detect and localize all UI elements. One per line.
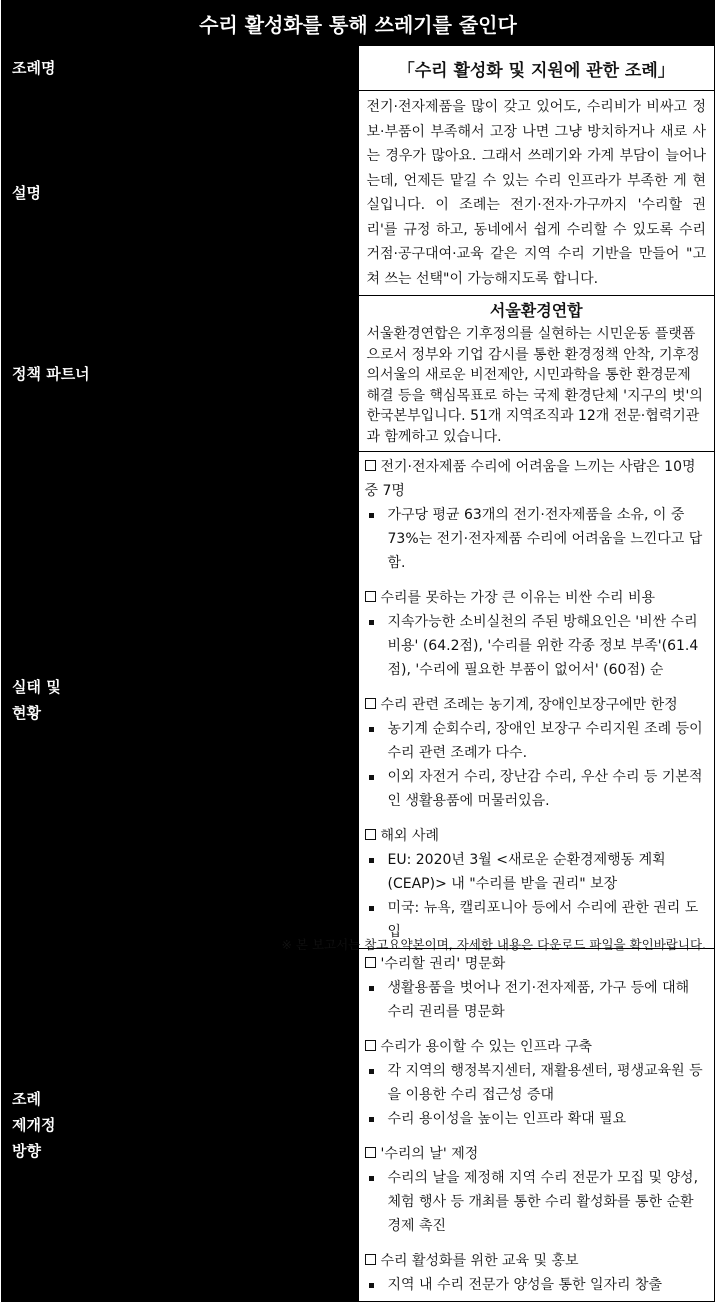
section-heading <box>365 586 707 610</box>
bullet-text: 농기계 순회수리, 장애인 보장구 수리지원 조례 등이 수리 관련 조례가 다수. <box>387 721 703 761</box>
section-heading <box>365 952 707 976</box>
bullet-icon <box>369 986 374 991</box>
bullet-text: 수리 용이성을 높이는 인프라 확대 필요 <box>387 1111 627 1127</box>
section-heading <box>365 455 707 503</box>
bullet-item <box>365 976 707 1024</box>
ordinance-name: 「수리 활성화 및 지원에 관한 조례」 <box>358 46 715 91</box>
label-status <box>2 452 359 949</box>
bullet-item <box>365 503 707 575</box>
section-heading-text: 수리를 못하는 가장 큰 이유는 비싼 수리 비용 <box>380 590 656 606</box>
direction-cell <box>358 949 715 1302</box>
label-direction-line2: 제개정 <box>12 1116 56 1134</box>
bullet-icon <box>369 775 374 780</box>
bullet-text: EU: 2020년 3월 <새로운 순환경제행동 계획(CEAP)> 내 "수리를 받을 권리" 보장 <box>387 852 666 892</box>
partner-description: 서울환경연합은 기후정의를 실현하는 시민운동 플랫폼으로서 정부와 기업 감시를 통한 환경정책 안착, 기후정의서울의 새로운 비전제안, 시민과학을 통한 환경문제 해결 등을 핵심목표로 하는 국제 환경단체 '지구의 벗'의 한국본부입니다. 51개 지역조직과 12개 전문·협력기관과 함께하고 있습니다. <box>366 326 703 445</box>
section-heading <box>365 1035 707 1059</box>
status-section <box>359 452 715 583</box>
checkbox-icon <box>365 460 376 471</box>
bullet-item <box>365 1166 707 1238</box>
checkbox-icon <box>365 698 376 709</box>
direction-section <box>359 949 715 1032</box>
bullet-item <box>365 848 707 896</box>
section-heading-text: '수리의 날' 제정 <box>380 1146 479 1162</box>
bullet-text: 가구당 평균 63개의 전기·전자제품을 소유, 이 중 73%는 전기·전자제품 수리에 어려움을 느낀다고 답함. <box>387 507 703 571</box>
status-section <box>359 583 715 690</box>
bullet-icon <box>369 906 374 911</box>
label-description: 설명 <box>2 91 359 296</box>
bullet-icon <box>369 1283 374 1288</box>
checkbox-icon <box>365 1147 376 1158</box>
bullet-text: 수리의 날을 제정해 지역 수리 전문가 모집 및 양성, 체험 행사 등 개최를 통한 수리 활성화를 통한 순환경제 촉진 <box>387 1170 699 1234</box>
status-cell <box>358 452 715 949</box>
section-heading <box>365 824 707 848</box>
section-heading <box>365 693 707 717</box>
section-heading-text: 수리 활성화를 위한 교육 및 홍보 <box>380 1253 579 1269</box>
section-heading-text: '수리할 권리' 명문화 <box>380 956 506 972</box>
partner-cell <box>358 296 715 452</box>
section-heading-text: 전기·전자제품 수리에 어려움을 느끼는 사람은 10명 중 7명 <box>364 459 696 499</box>
bullet-item <box>365 610 707 682</box>
bullet-icon <box>369 620 374 625</box>
bullet-item <box>365 1273 707 1297</box>
checkbox-icon <box>365 1040 376 1051</box>
direction-section <box>359 1032 715 1139</box>
checkbox-icon <box>365 957 376 968</box>
bullet-icon <box>369 1069 374 1074</box>
bullet-icon <box>369 727 374 732</box>
page-title: 수리 활성화를 통해 쓰레기를 줄인다 <box>2 1 715 46</box>
label-status-line1: 실태 및 <box>12 678 61 696</box>
section-heading-text: 해외 사례 <box>380 828 440 844</box>
label-direction-line1: 조례 <box>12 1090 41 1108</box>
footnote: ※ 본 보고서는 참고요약본이며, 자세한 내용은 다운로드 파일을 확인바랍니다. <box>281 937 706 952</box>
bullet-icon <box>369 1117 374 1122</box>
bullet-text: 미국: 뉴욕, 캘리포니아 등에서 수리에 관한 권리 도입 <box>387 900 699 940</box>
label-status-line2: 현황 <box>12 704 41 722</box>
description-text: 전기·전자제품을 많이 갖고 있어도, 수리비가 비싸고 정보·부품이 부족해서 고장 나면 그냥 방치하거나 새로 사는 경우가 많아요. 그래서 쓰레기와 가계 부담이 늘어나는데, 언제든 맡길 수 있는 수리 인프라가 부족한 게 현실입니다. 이 조례는 전기·전자·가구까지 '수리할 권리'를 규정 하고, 동네에서 쉽게 수리할 수 있도록 수리 거점·공구대여·교육 같은 지역 수리 기반을 만들어 "고쳐 쓰는 선택"이 가능해지도록 합니다. <box>358 91 715 296</box>
bullet-text: 생활용품을 벗어나 전기·전자제품, 가구 등에 대해 수리 권리를 명문화 <box>387 980 690 1020</box>
partner-name: 서울환경연합 <box>489 301 583 320</box>
bullet-item <box>365 717 707 765</box>
label-ordinance: 조례명 <box>2 46 359 91</box>
bullet-text: 이외 자전거 수리, 장난감 수리, 우산 수리 등 기본적인 생활용품에 머물러있음. <box>387 769 703 809</box>
bullet-item <box>365 1059 707 1107</box>
bullet-item <box>365 765 707 813</box>
status-section <box>359 821 715 948</box>
section-heading-text: 수리가 용이할 수 있는 인프라 구축 <box>380 1039 593 1055</box>
direction-section <box>359 1246 715 1301</box>
checkbox-icon <box>365 591 376 602</box>
status-section <box>359 690 715 821</box>
section-heading <box>365 1142 707 1166</box>
section-heading <box>365 1249 707 1273</box>
label-direction-line3: 방향 <box>12 1142 41 1160</box>
section-heading-text: 수리 관련 조례는 농기계, 장애인보장구에만 한정 <box>380 697 678 713</box>
bullet-item <box>365 1107 707 1131</box>
bullet-text: 지역 내 수리 전문가 양성을 통한 일자리 창출 <box>387 1277 663 1293</box>
bullet-text: 지속가능한 소비실천의 주된 방해요인은 '비싼 수리비용' (64.2점), '수리를 위한 각종 정보 부족'(61.4점), '수리에 필요한 부품이 없어서' (60점) 순 <box>387 614 699 678</box>
direction-section <box>359 1139 715 1246</box>
ordinance-table <box>1 0 715 1302</box>
checkbox-icon <box>365 829 376 840</box>
bullet-icon <box>369 1176 374 1181</box>
label-direction <box>2 949 359 1302</box>
bullet-text: 각 지역의 행정복지센터, 재활용센터, 평생교육원 등을 이용한 수리 접근성 증대 <box>387 1063 703 1103</box>
label-partner: 정책 파트너 <box>2 296 359 452</box>
checkbox-icon <box>365 1254 376 1265</box>
bullet-icon <box>369 513 374 518</box>
bullet-icon <box>369 858 374 863</box>
